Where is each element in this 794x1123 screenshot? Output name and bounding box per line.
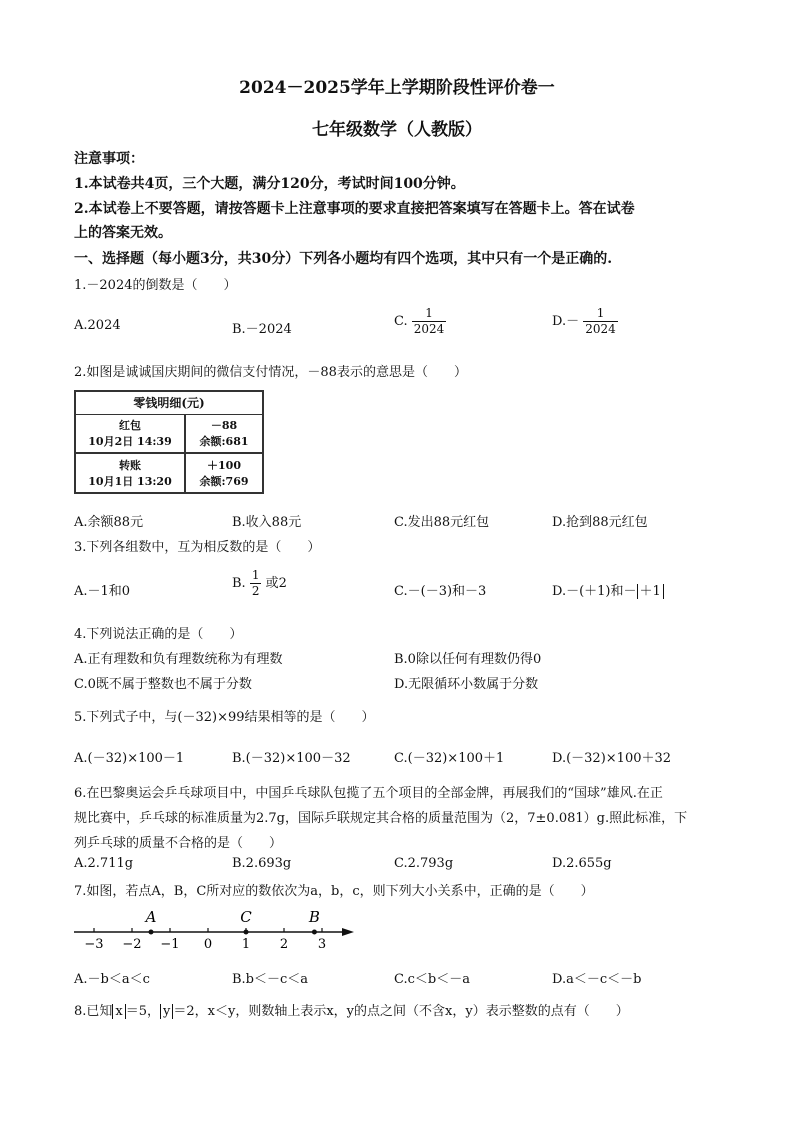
q8-mid-2: ＝2，x＜y，则数轴上表示x，y的点之间（不含x，y）表示整数的点有（ ）	[173, 1004, 629, 1019]
row1-type: 红包	[119, 419, 141, 432]
q1-option-a: A.2024	[74, 318, 121, 333]
number-line-point	[244, 930, 249, 935]
q3-option-d	[552, 580, 664, 599]
number-line-figure	[74, 904, 364, 954]
number-line-point-label: C	[240, 908, 252, 926]
fraction-denominator: 2024	[413, 322, 445, 336]
notice-heading: 注意事项：	[74, 151, 144, 167]
q3-option-b-prefix: B.	[232, 576, 246, 591]
question-7-stem: 7.如图，若点A，B，C所对应的数依次为a，b，c，则下列大小关系中，正确的是（ ）	[74, 884, 594, 899]
number-line-point	[312, 930, 317, 935]
fraction-denominator: 2	[251, 584, 260, 598]
row2-right	[186, 458, 262, 490]
row2-balance: 余额:769	[199, 475, 249, 488]
q7-option-a: A.－b＜a＜c	[74, 972, 150, 987]
q3-option-b	[232, 568, 287, 599]
number-line-tick-label: −1	[160, 937, 180, 952]
row1-balance: 余额:681	[199, 435, 249, 448]
number-line-tick-label: 0	[203, 937, 213, 952]
q1-option-c-prefix: C.	[394, 314, 408, 329]
number-line-tick-label: 1	[241, 937, 251, 952]
exam-title: 2024－2025学年上学期阶段性评价卷一	[239, 78, 555, 98]
q7-option-c: C.c＜b＜－a	[394, 972, 470, 987]
question-4-stem: 4.下列说法正确的是（ ）	[74, 627, 243, 642]
number-line-point	[149, 930, 154, 935]
q1-option-c-fraction	[412, 306, 447, 337]
q3-option-b-suffix: 或2	[265, 576, 287, 591]
absolute-value-x: x	[112, 1004, 125, 1019]
q5-option-d: D.(－32)×100＋32	[552, 751, 672, 766]
q6-option-d: D.2.655g	[552, 856, 612, 871]
q1-option-d	[552, 306, 618, 337]
q1-option-c	[394, 306, 446, 337]
row1-time: 10月2日 14:39	[88, 435, 172, 448]
q2-option-b: B.收入88元	[232, 515, 302, 530]
q3-option-c: C.－(－3)和－3	[394, 584, 487, 599]
q4-option-d: D.无限循环小数属于分数	[394, 677, 539, 692]
absolute-value: ＋1	[637, 584, 664, 599]
fraction-numerator: 1	[412, 306, 447, 322]
q2-option-a: A.余额88元	[74, 515, 144, 530]
q5-option-c: C.(－32)×100＋1	[394, 751, 505, 766]
row1-amount: －88	[210, 419, 238, 432]
question-8-stem	[74, 1000, 629, 1019]
fraction-numerator: 1	[251, 568, 260, 582]
row2-left	[76, 458, 184, 490]
wechat-pay-table-figure	[74, 390, 264, 494]
q4-option-a: A.正有理数和负有理数统称为有理数	[74, 652, 283, 667]
q8-mid-1: ＝5，	[125, 1004, 161, 1019]
q1-option-d-prefix: D.－	[552, 314, 580, 329]
q1-option-d-fraction	[583, 306, 618, 337]
question-5-stem: 5.下列式子中，与(－32)×99结果相等的是（ ）	[74, 710, 375, 725]
question-6-line-2: 规比赛中，乒乓球的标准质量为2.7g，国际乒联规定其合格的质量范围为（2，7±0.081）g.照此标准，下	[74, 811, 688, 826]
notice-item-2-line-1: 2.本试卷上不要答题，请按答题卡上注意事项的要求直接把答案填写在答题卡上。答在试卷	[74, 201, 635, 217]
question-1-stem: 1.－2024的倒数是（ ）	[74, 278, 237, 293]
fraction-denominator: 2024	[585, 322, 616, 336]
notice-item-1: 1.本试卷共4页，三个大题，满分120分，考试时间100分钟。	[74, 176, 465, 192]
fraction-numerator: 1	[583, 306, 618, 322]
table-header: 零钱明细(元)	[76, 392, 262, 415]
q1-option-b: B.－2024	[232, 322, 292, 337]
q3-option-a: A.－1和0	[74, 584, 131, 599]
row2-type: 转账	[119, 459, 141, 472]
number-line-tick-label: −3	[84, 937, 104, 952]
section-1-heading: 一、选择题（每小题3分，共30分）下列各小题均有四个选项，其中只有一个是正确的.	[74, 251, 613, 267]
number-line-arrow	[342, 928, 354, 936]
question-2-stem: 2.如图是诚诚国庆期间的微信支付情况，－88表示的意思是（ ）	[74, 365, 467, 380]
q8-prefix: 8.已知	[74, 1004, 113, 1019]
q7-option-d: D.a＜－c＜－b	[552, 972, 642, 987]
q5-option-b: B.(－32)×100－32	[232, 751, 351, 766]
q3-option-b-fraction	[250, 568, 262, 599]
q6-option-a: A.2.711g	[74, 856, 134, 871]
question-3-stem: 3.下列各组数中，互为相反数的是（ ）	[74, 540, 321, 555]
question-6-line-1: 6.在巴黎奥运会乒乓球项目中，中国乒乓球队包揽了五个项目的全部金牌，再展我们的“国球”雄风.在正	[74, 786, 663, 801]
q4-option-c: C.0既不属于整数也不属于分数	[74, 677, 252, 692]
absolute-value-y: y	[160, 1004, 173, 1019]
row1-right	[186, 418, 262, 450]
number-line-point-label: A	[145, 908, 157, 926]
row2-time: 10月1日 13:20	[88, 475, 172, 488]
question-6-line-3: 列乒乓球的质量不合格的是（ ）	[74, 836, 283, 851]
q3-option-d-prefix: D.－(＋1)和－	[552, 584, 637, 599]
notice-item-2-line-2: 上的答案无效。	[74, 225, 172, 241]
row2-amount: ＋100	[207, 459, 241, 472]
q2-option-d: D.抢到88元红包	[552, 515, 648, 530]
exam-subtitle: 七年级数学（人教版）	[312, 120, 482, 140]
number-line-tick-label: 3	[317, 937, 327, 952]
q7-option-b: B.b＜－c＜a	[232, 972, 309, 987]
number-line-point-label: B	[308, 908, 320, 926]
q6-option-b: B.2.693g	[232, 856, 292, 871]
q4-option-b: B.0除以任何有理数仍得0	[394, 652, 542, 667]
q6-option-c: C.2.793g	[394, 856, 454, 871]
number-line-tick-label: 2	[279, 937, 289, 952]
row1-left	[76, 418, 184, 450]
table-divider-horizontal	[76, 452, 262, 454]
number-line-tick-label: −2	[122, 937, 142, 952]
q5-option-a: A.(－32)×100－1	[74, 751, 185, 766]
q2-option-c: C.发出88元红包	[394, 515, 490, 530]
